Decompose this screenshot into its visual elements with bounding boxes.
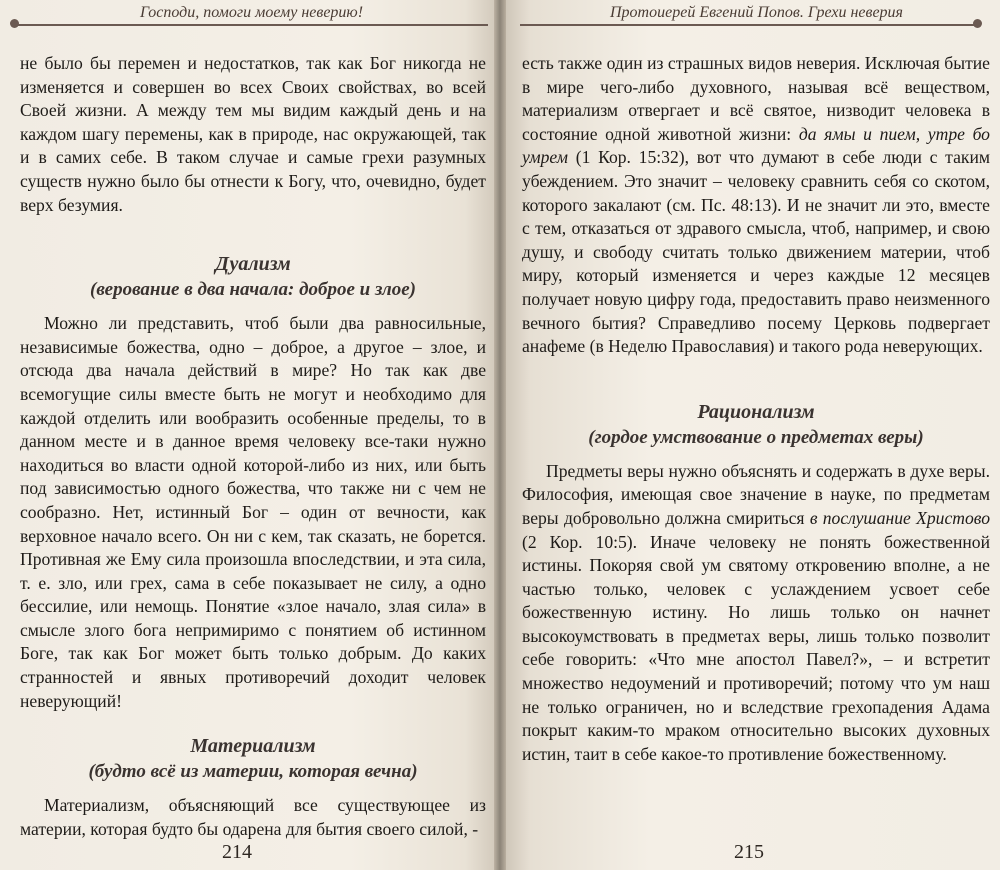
materialism-continued-paragraph (522, 52, 990, 359)
scripture-quote: в послушание Христово (809, 507, 990, 528)
materialism-paragraph: Материализм, объясняющий все существующее из материи, которая будто бы одарена для бытия своего силой, - (20, 795, 486, 839)
text-span: есть также один из страшных видов неверия. Исключая бытие в мире чего-либо духовного, называя всё веществом, материализм отвергает и всё святое, низводит человека в состояние одной животной жизни: (522, 53, 990, 144)
scripture-quote: да ямы и пием, утре бо умрем (522, 123, 990, 168)
dualism-paragraph: Можно ли представить, чтоб были два равносильные, независимые божества, одно – доброе, а другое – злое, и отсюда два начала действий в мире? Но так как две всемогущие силы вместе быть не могут и необходимо для каждой отделить или вообразить особенные пределы, то в данном месте и в данное время человеку все-таки нужно находиться во власти одной которой-либо из них, или быть под зависимостью одного божества, что также ни с чем не сообразно. Нет, истинный Бог – один от вечности, как верховное начало всего. Он ни с кем, так сказать, не борется. Противная же Ему сила произошла впоследствии, и эта сила, т. е. зло, или грех, сама в себе показывает не силу, а одно бессилие, или немощь. Понятие «злое начало, злая сила» в смысле злого бога непримиримо с понятием об истинном Боге, так как Бог может быть только добрым. До каких странностей и явных противоречий доходит человек неверующий! (20, 313, 486, 711)
right-page (500, 0, 1000, 870)
book-gutter (494, 0, 506, 870)
header-rule (520, 24, 978, 26)
running-head: Протоиерей Евгений Попов. Грехи неверия (610, 4, 903, 21)
page-number: 214 (222, 841, 252, 863)
text-span: (1 Кор. 15:32), вот что думают в себе люди с таким убеждением. Это значит – человеку сравнить себя со скотом, которого закалают (см. Пс. 48:13). И не значит ли это, вместе с тем, отказаться от здравого смысла, чтоб, например, и свою душу, и свободу считать только движением материи, чтоб миру, который изменяется и через каждые 12 месяцев получает новую цифру года, предоставить право неизменного вечного бытия? Справедливо посему Церковь подвергает анафеме (в Неделю Православия) и такого рода неверующих. (522, 147, 990, 357)
section-subtitle-dualism: (верование в два начала: доброе и злое) (90, 279, 416, 301)
section-subtitle-materialism: (будто всё из материи, которая вечна) (88, 761, 418, 783)
section-subtitle-rationalism: (гордое умствование о предметах веры) (588, 426, 924, 448)
intro-paragraph: не было бы перемен и недостатков, так как Бог никогда не изменяется и совершен во всех Своих свойствах, во всей Своей жизни. А между тем мы видим каждый день и на каждом шагу перемены, как в природе, нас окружающей, так и в самих себе. В таком случае и самые грехи разумных существ нужно было бы отнести к Богу, что, очевидно, будет верх безумия. (20, 53, 486, 215)
section-title-materialism: Материализм (190, 735, 316, 758)
section-title-dualism: Дуализм (215, 253, 291, 276)
section-title-rationalism: Рационализм (697, 400, 815, 423)
text-span: (2 Кор. 10:5). Иначе человеку не понять божественной истины. Покоряя свой ум святому откровению вполне, а не частью только, человек с услаждением усвоет себе божественную истину. Но лишь только он начнет высокоумствовать в предметах веры, лишь только позволит себе говорить: «Что мне апостол Павел?», – и встретит множество недоумений и противоречий; потому что ум наш не только ограничен, но и вследствие грехопадения Адама покрыт каким-то мраком относительно высоких духовных истин, таит в себе какое-то противление божественному. (522, 531, 990, 764)
page-number: 215 (734, 841, 764, 863)
text-span: Предметы веры нужно объяснять и содержать в духе веры. Философия, имеющая свое значение в науке, по предметам веры добровольно должна смириться (522, 460, 990, 528)
rationalism-paragraph (522, 460, 990, 767)
running-head: Господи, помоги моему неверию! (140, 4, 364, 21)
header-rule (18, 24, 488, 26)
